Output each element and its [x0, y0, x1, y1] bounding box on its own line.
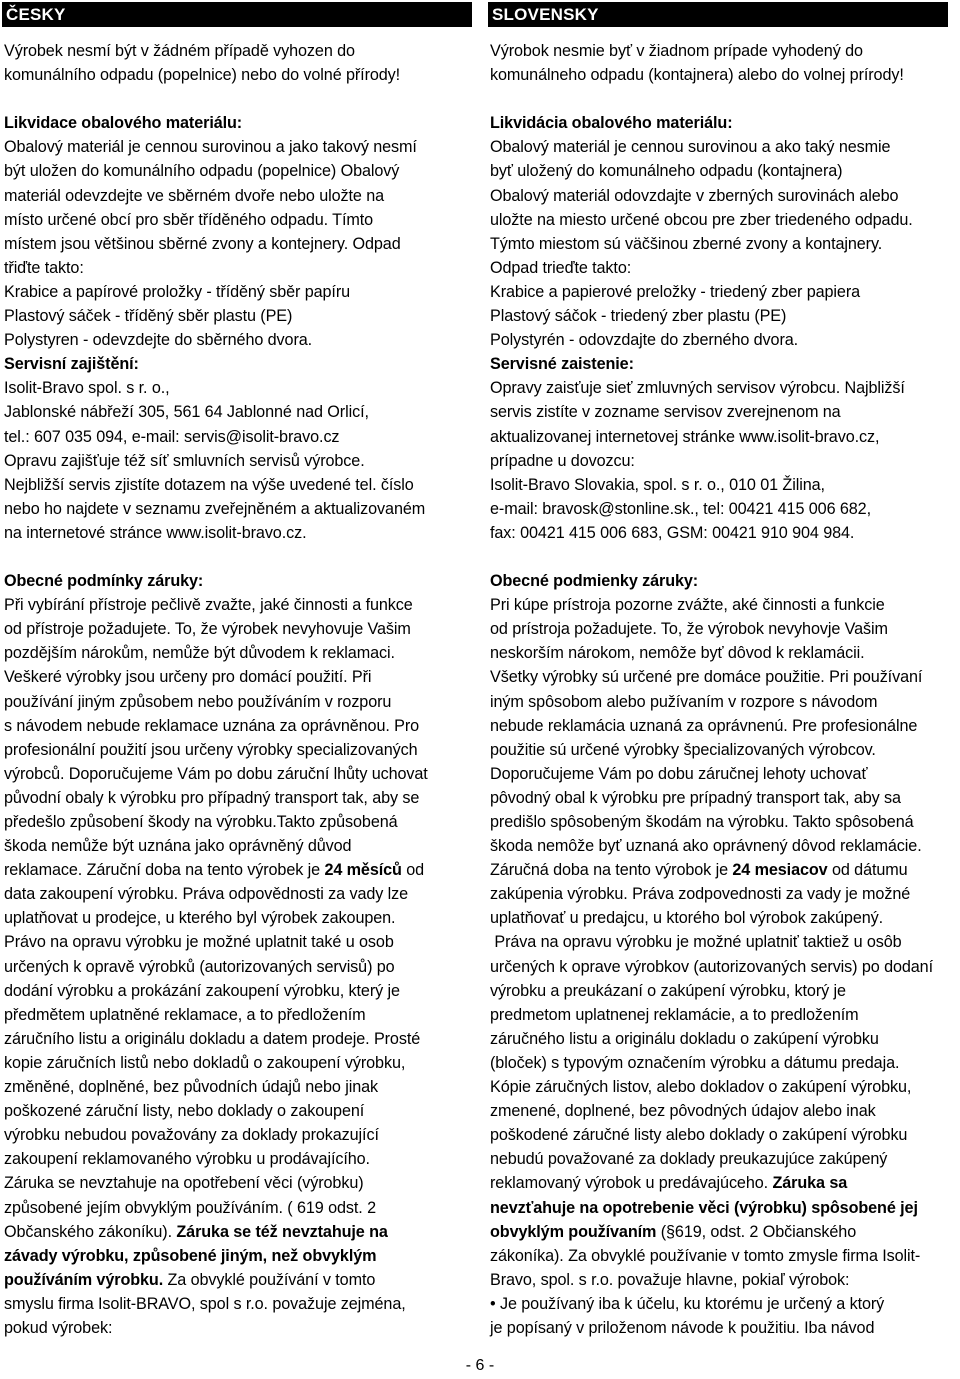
cz-warranty-line: dodání výrobku a prokázání zakoupení výrobku, který je	[4, 981, 400, 1000]
sk-packaging-heading: Likvidácia obalového materiálu:	[490, 114, 733, 133]
cz-warranty-line: Právo na opravu výrobku je možné uplatnit také u osob	[4, 933, 394, 952]
sk-warranty-line: zakúpenia výrobku. Práva zodpovednosti za vady je možné	[490, 885, 911, 904]
sk-packaging-line: byť uložený do komunálneho odpadu (kontajnera)	[490, 162, 843, 181]
sk-warranty-line: Doporučujeme Vám po dobu záručnej lehoty uchovať	[490, 764, 868, 783]
cz-warranty-line: výrobku nebudou považovány za doklady prokazující	[4, 1126, 379, 1145]
cz-warranty-line: kopie záručních listů nebo dokladů o zakoupení výrobku,	[4, 1053, 406, 1072]
sk-warranty-line: predišlo spôsobeným škodám na výrobku. Takto spôsobená	[490, 813, 914, 831]
sk-intro-line: Výrobok nesmie byť v žiadnom prípade vyhodený do	[490, 42, 863, 60]
sk-service-line: e-mail: bravosk@stonline.sk., tel: 00421 415 006 682,	[490, 499, 871, 518]
sk-packaging-line: Plastový sáčok - triedený zber plastu (PE)	[490, 307, 787, 326]
sk-packaging-line: Obalový materiál odovzdajte v zberných surovinách alebo	[490, 186, 899, 205]
sk-warranty-line: predmetom uplatnenej reklamácie, a to predložením	[490, 1005, 859, 1024]
cz-warranty-line: výrobců. Doporučujeme Vám po dobu záruční lhůty uchovat	[4, 764, 428, 783]
sk-warranty-line: výrobku a preukázaní o zakúpení výrobku, ktorý je	[490, 981, 846, 1000]
sk-warranty-line: nebudú považované za doklady preukazujúce zakúpený	[490, 1150, 888, 1169]
cz-warranty-period-pre: reklamace. Záruční doba na tento výrobek je	[4, 861, 325, 880]
cz-warranty-line: používání jiným způsobem nebo používáním v rozporu	[4, 692, 392, 711]
cz-packaging-line: místem jsou většinou sběrné zvony a kontejnery. Odpad	[4, 234, 401, 253]
sk-warranty-line: iným spôsobom alebo pužívaním v rozpore s návodom	[490, 692, 878, 711]
cz-warranty-line: zakoupení reklamovaného výrobku u prodávajícího.	[4, 1150, 370, 1169]
cz-warranty-line: poškozené záruční listy, nebo doklady o zakoupení	[4, 1102, 365, 1121]
sk-warranty-line: určených k oprave výrobkov (autorizovaných servis) po dodaní	[490, 957, 933, 976]
sk-packaging-line: uložte na miesto určené obcou pre zber triedeného odpadu.	[490, 210, 913, 229]
cz-warranty-line: určených k opravě výrobků (autorizovaných servisů) po	[4, 957, 395, 976]
sk-warranty-period-pre: Záručná doba na tento výrobok je	[490, 861, 733, 880]
sk-warranty-line: poškodené záručné listy alebo doklady o zakúpení výrobku	[490, 1126, 908, 1145]
cz-warranty-period-line	[4, 858, 472, 882]
sk-warranty-line: zmenené, doplnené, bez pôvodných údajov alebo inak	[490, 1102, 876, 1121]
sk-warranty-line: škoda nemôže byť uznaná ako oprávnený dôvod reklamácie.	[490, 837, 922, 856]
czech-header: ČESKY	[2, 2, 472, 27]
cz-packaging-line: třiďte takto:	[4, 258, 84, 277]
cz-end-line: smyslu firma Isolit-BRAVO, spol s r.o. považuje zejména,	[4, 1294, 406, 1313]
sk-exclusion-bold: obvyklým používaním	[490, 1222, 657, 1241]
sk-warranty-line: Pri kúpe prístroja pozorne zvážte, aké činnosti a funkcie	[490, 596, 885, 615]
slovak-column	[488, 2, 948, 1340]
sk-end-line: Bravo, spol. s r.o. považuje hlavne, pokiaľ výrobok:	[490, 1270, 850, 1289]
sk-warranty-heading: Obecné podmienky záruky:	[490, 572, 699, 591]
cz-intro-line: komunálního odpadu (popelnice) nebo do volné přírody!	[4, 66, 401, 85]
cz-exclusion-bold: používáním výrobku.	[4, 1270, 164, 1289]
cz-warranty-line: Záruka se nevztahuje na opotřebení věci (výrobku)	[4, 1174, 364, 1193]
sk-exclusion-line: nevzťahuje na opotrebenie věci (výrobku) spôsobené jej	[490, 1198, 918, 1217]
sk-exclusion-post: (§619, odst. 2 Občianského	[656, 1222, 857, 1241]
cz-service-heading: Servisní zajištění:	[4, 355, 139, 374]
cz-warranty-line: záručního listu a originálu dokladu a datem prodeje. Prosté	[4, 1029, 421, 1048]
cz-packaging-line: Polystyren - odevzdejte do sběrného dvora.	[4, 331, 313, 350]
sk-intro-line: komunálneho odpadu (kontajnera) alebo do volnej prírody!	[490, 66, 904, 85]
cz-packaging-line: Obalový materiál je cennou surovinou a jako takový nesmí	[4, 138, 417, 157]
cz-packaging-line: místo určené obcí pro sběr tříděného odpadu. Tímto	[4, 210, 374, 229]
sk-exclusion-line	[490, 1220, 948, 1244]
cz-packaging-line: Krabice a papírové proložky - tříděný sběr papíru	[4, 282, 351, 301]
sk-warranty-period-value: 24 mesiacov	[732, 861, 828, 880]
cz-warranty-line: uplatňovat u prodejce, u kterého byl výrobek zakoupen.	[4, 909, 396, 928]
cz-warranty-line: škoda nemůže být uznána jako oprávněný důvod	[4, 837, 352, 856]
cz-warranty-line: způsobené jejím obvyklým používáním. ( 619 odst. 2	[4, 1198, 377, 1217]
cz-warranty-line: od přístroje požadujete. To, že výrobek nevyhovuje Vašim	[4, 620, 411, 639]
cz-warranty-line: předešlo způsobení škody na výrobku.Takto způsobená	[4, 813, 398, 831]
cz-warranty-line: předmětem uplatněné reklamace, a to předložením	[4, 1005, 366, 1024]
sk-warranty-line: použitie sú určené výrobky špecializovaných výrobcov.	[490, 740, 876, 759]
page-number: - 6 -	[465, 1357, 495, 1374]
sk-service-line: Isolit-Bravo Slovakia, spol. s r. o., 010 01 Žilina,	[490, 475, 825, 494]
sk-warranty-line: neskorším nárokom, nemôže byť dôvod k reklamácii.	[490, 644, 865, 663]
sk-warranty-line: nebude reklamácia uznaná za oprávnenú. Pre profesionálne	[490, 716, 918, 735]
cz-service-line: na internetové stránce www.isolit-bravo.cz.	[4, 523, 307, 542]
cz-warranty-line: data zakoupení výrobku. Práva odpovědnosti za vady lze	[4, 885, 409, 904]
cz-exclusion-line: závady výrobku, způsobené jiným, než obvyklým	[4, 1246, 377, 1265]
sk-end-line: • Je používaný iba k účelu, ku ktorému je určený a ktorý	[490, 1294, 885, 1313]
sk-service-line: aktualizovanej internetovej stránke www.isolit-bravo.cz,	[490, 427, 880, 446]
cz-packaging-line: materiál odevzdejte ve sběrném dvoře nebo uložte na	[4, 186, 385, 205]
cz-service-line: Isolit-Bravo spol. s r. o.,	[4, 379, 170, 398]
cz-service-line: tel.: 607 035 094, e-mail: servis@isolit-bravo.cz	[4, 427, 340, 446]
sk-warranty-line: pôvodný obal k výrobku pre prípadný transport tak, aby sa	[490, 788, 901, 807]
sk-exclusion-line	[490, 1171, 948, 1195]
sk-service-line: servis zistíte v zozname servisov zverejnenom na	[490, 403, 841, 422]
cz-warranty-line: Při vybírání přístroje pečlivě zvažte, jaké činnosti a funkce	[4, 596, 413, 615]
sk-warranty-line: Všetky výrobky sú určené pre domáce použitie. Pri používaní	[490, 668, 923, 687]
cz-exclusion-post: Za obvyklé používání v tomto	[163, 1270, 376, 1289]
cz-service-line: Opravu zajišťuje též síť smluvních servisů výrobce.	[4, 451, 365, 470]
cz-exclusion-line	[4, 1268, 472, 1292]
cz-exclusion-bold: Záruka se též nevztahuje na	[176, 1222, 388, 1241]
sk-warranty-line: (bloček) s typovým označením výrobku a dátumu predaja.	[490, 1053, 900, 1072]
cz-exclusion-line	[4, 1220, 472, 1244]
sk-packaging-line: Obalový materiál je cennou surovinou a ako taký nesmie	[490, 138, 891, 157]
czech-text	[2, 27, 472, 1340]
cz-packaging-heading: Likvidace obalového materiálu:	[4, 114, 243, 133]
cz-service-line: Nejbližší servis zjistíte dotazem na výše uvedené tel. číslo	[4, 475, 414, 494]
cz-intro-line: Výrobek nesmí být v žádném případě vyhozen do	[4, 42, 355, 60]
slovak-text	[488, 27, 948, 1340]
sk-warranty-line: uplatňovať u predajcu, u ktorého bol výrobok zakúpený.	[490, 909, 884, 928]
sk-warranty-line: od prístroja požadujete. To, že výrobok nevyhovje Vašim	[490, 620, 888, 639]
cz-warranty-period-post: od	[401, 861, 425, 880]
slovak-header: SLOVENSKY	[488, 2, 948, 27]
cz-warranty-line: pozdějším nárokům, nemůže být důvodem k reklamaci.	[4, 644, 395, 663]
sk-warranty-period-post: od dátumu	[827, 861, 908, 880]
sk-packaging-line: Krabice a papierové preložky - triedený zber papiera	[490, 282, 861, 301]
cz-warranty-period-value: 24 měsíců	[324, 861, 402, 880]
cz-packaging-line: být uložen do komunálního odpadu (popelnice) Obalový	[4, 162, 400, 181]
cz-service-line: Jablonské nábřeží 305, 561 64 Jablonné nad Orlicí,	[4, 403, 369, 422]
sk-warranty-line: Kópie záručných listov, alebo dokladov o zakúpení výrobku,	[490, 1078, 912, 1097]
cz-warranty-line: profesionální použití jsou určeny výrobky specializovaných	[4, 740, 418, 759]
sk-warranty-period-line	[490, 858, 948, 882]
sk-exclusion-bold: Záruka sa	[772, 1174, 848, 1193]
cz-service-line: nebo ho najdete v seznamu zveřejněném a aktualizovaném	[4, 499, 426, 518]
sk-warranty-line: Práva na opravu výrobku je možné uplatniť taktiež u osôb	[490, 933, 902, 952]
sk-packaging-line: Týmto miestom sú väčšinou zberné zvony a kontajnery.	[490, 234, 883, 253]
czech-column	[2, 2, 472, 1340]
sk-service-heading: Servisné zaistenie:	[490, 355, 634, 374]
cz-warranty-line: Veškeré výrobky jsou určeny pro domácí použití. Při	[4, 668, 372, 687]
sk-packaging-line: Odpad trieďte takto:	[490, 258, 632, 277]
cz-packaging-line: Plastový sáček - tříděný sběr plastu (PE)	[4, 307, 293, 326]
sk-service-line: Opravy zaisťuje sieť zmluvných servisov výrobcu. Najbližší	[490, 379, 905, 398]
cz-end-line: pokud výrobek:	[4, 1318, 113, 1337]
sk-end-line: je popísaný v priloženom návode k použitiu. Iba návod	[490, 1318, 875, 1337]
cz-exclusion-pre: Občanského zákoníku).	[4, 1222, 177, 1241]
sk-packaging-line: Polystyrén - odovzdajte do zberného dvora.	[490, 331, 799, 350]
sk-exclusion-pre: reklamovaný výrobok u predávajúceho.	[490, 1174, 773, 1193]
sk-service-line: fax: 00421 415 006 683, GSM: 00421 910 904 984.	[490, 523, 855, 542]
sk-warranty-line: záručného listu a originálu dokladu o zakúpení výrobku	[490, 1029, 879, 1048]
sk-service-line: prípadne u dovozcu:	[490, 451, 635, 470]
cz-warranty-line: s návodem nebude reklamace uznána za oprávněnou. Pro	[4, 716, 420, 735]
cz-warranty-heading: Obecné podmínky záruky:	[4, 572, 204, 591]
cz-warranty-line: změněné, doplněné, bez původních údajů nebo jinak	[4, 1078, 378, 1097]
cz-warranty-line: původní obaly k výrobku pro případný transport tak, aby se	[4, 788, 420, 807]
sk-end-line: zákoníka). Za obvyklé používanie v tomto zmysle firma Isolit-	[490, 1246, 921, 1265]
